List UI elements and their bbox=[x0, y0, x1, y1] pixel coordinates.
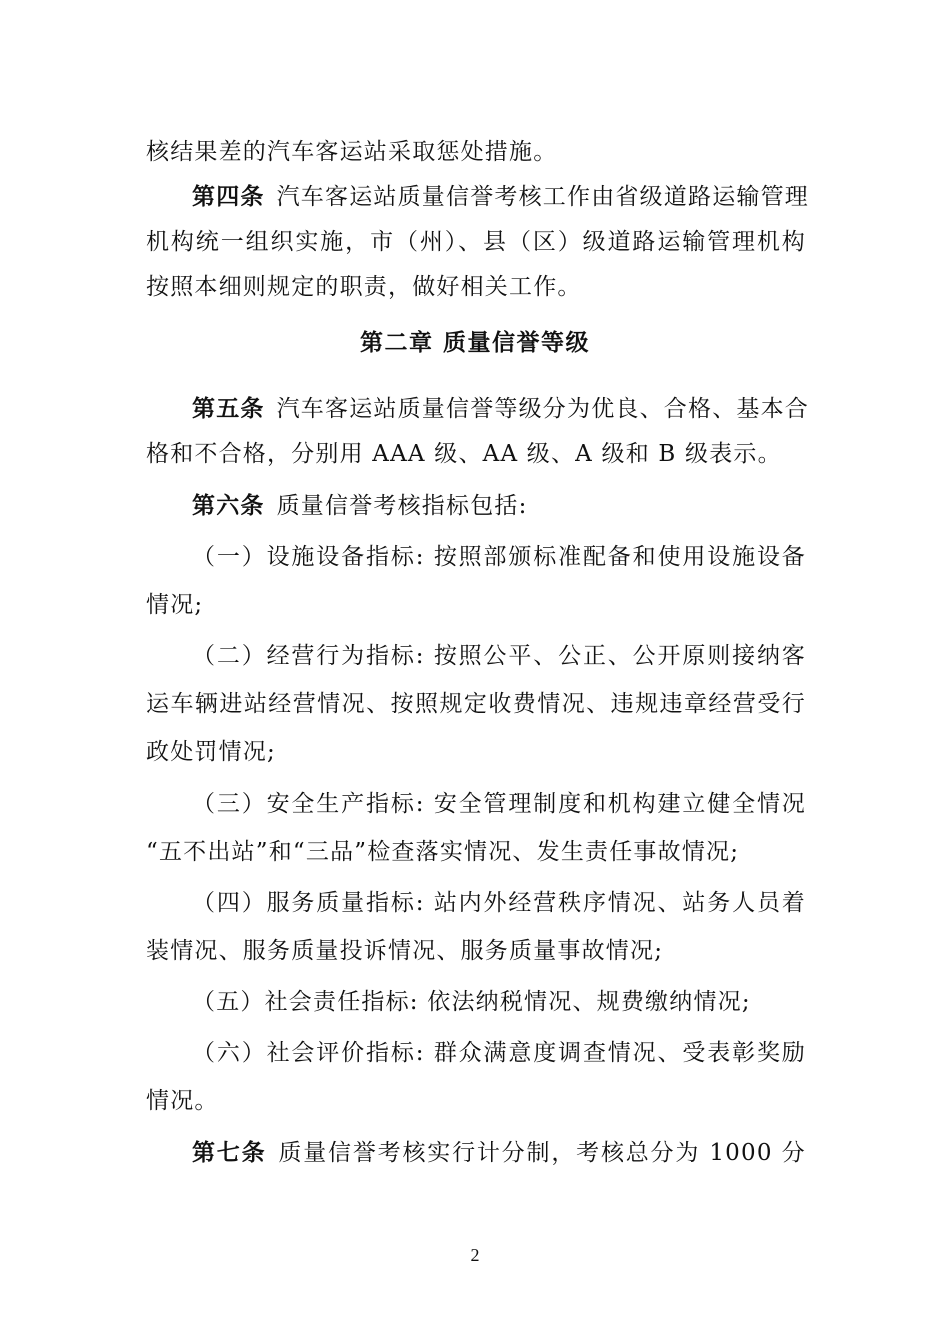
article-6-label: 第六条 bbox=[192, 493, 265, 519]
item-2-line-3: 政处罚情况; bbox=[146, 739, 276, 765]
article-5-line-2: 格和不合格，分别用 AAA 级、AA 级、A 级和 B 级表示。 bbox=[146, 441, 782, 467]
item-5-line-1: （五）社会责任指标: 依法纳税情况、规费缴纳情况; bbox=[192, 989, 751, 1015]
article-4-text: 汽车客运站质量信誉考核工作由省级道路运输管理 bbox=[276, 184, 810, 210]
item-1-line-1: （一）设施设备指标: 按照部颁标准配备和使用设施设备 bbox=[192, 544, 806, 570]
article-4-label: 第四条 bbox=[192, 184, 265, 210]
item-4-line-1: （四）服务质量指标: 站内外经营秩序情况、站务人员着 bbox=[192, 890, 806, 916]
paragraph-line: 核结果差的汽车客运站采取惩处措施。 bbox=[146, 139, 558, 165]
article-6-text: 质量信誉考核指标包括: bbox=[276, 493, 528, 519]
item-3-line-2: “五不出站”和“三品”检查落实情况、发生责任事故情况; bbox=[146, 839, 740, 865]
chapter-heading: 第二章 质量信誉等级 bbox=[359, 330, 590, 356]
article-4-line-3: 按照本细则规定的职责，做好相关工作。 bbox=[146, 274, 582, 300]
article-7-line-1 bbox=[192, 1138, 806, 1168]
article-6-line-1 bbox=[192, 491, 806, 521]
page-number: 2 bbox=[470, 1245, 480, 1265]
item-2-line-2: 运车辆进站经营情况、按照规定收费情况、违规违章经营受行 bbox=[146, 691, 806, 717]
article-4-line-2: 机构统一组织实施，市（州）、县（区）级道路运输管理机构 bbox=[146, 229, 806, 255]
item-4-line-2: 装情况、服务质量投诉情况、服务质量事故情况; bbox=[146, 938, 664, 964]
item-6-line-1: （六）社会评价指标: 群众满意度调查情况、受表彰奖励 bbox=[192, 1040, 806, 1066]
article-7-label: 第七条 bbox=[192, 1140, 267, 1166]
article-5-text: 汽车客运站质量信誉等级分为优良、合格、基本合 bbox=[276, 396, 810, 422]
article-7-text: 质量信誉考核实行计分制，考核总分为 1000 分 bbox=[278, 1140, 806, 1166]
article-5-line-1 bbox=[192, 394, 810, 424]
item-2-line-1: （二）经营行为指标: 按照公平、公正、公开原则接纳客 bbox=[192, 643, 806, 669]
item-3-line-1: （三）安全生产指标: 安全管理制度和机构建立健全情况 bbox=[192, 791, 806, 817]
article-5-label: 第五条 bbox=[192, 396, 265, 422]
item-1-line-2: 情况; bbox=[146, 592, 204, 618]
item-6-line-2: 情况。 bbox=[146, 1088, 219, 1114]
article-4-line-1 bbox=[192, 182, 810, 212]
